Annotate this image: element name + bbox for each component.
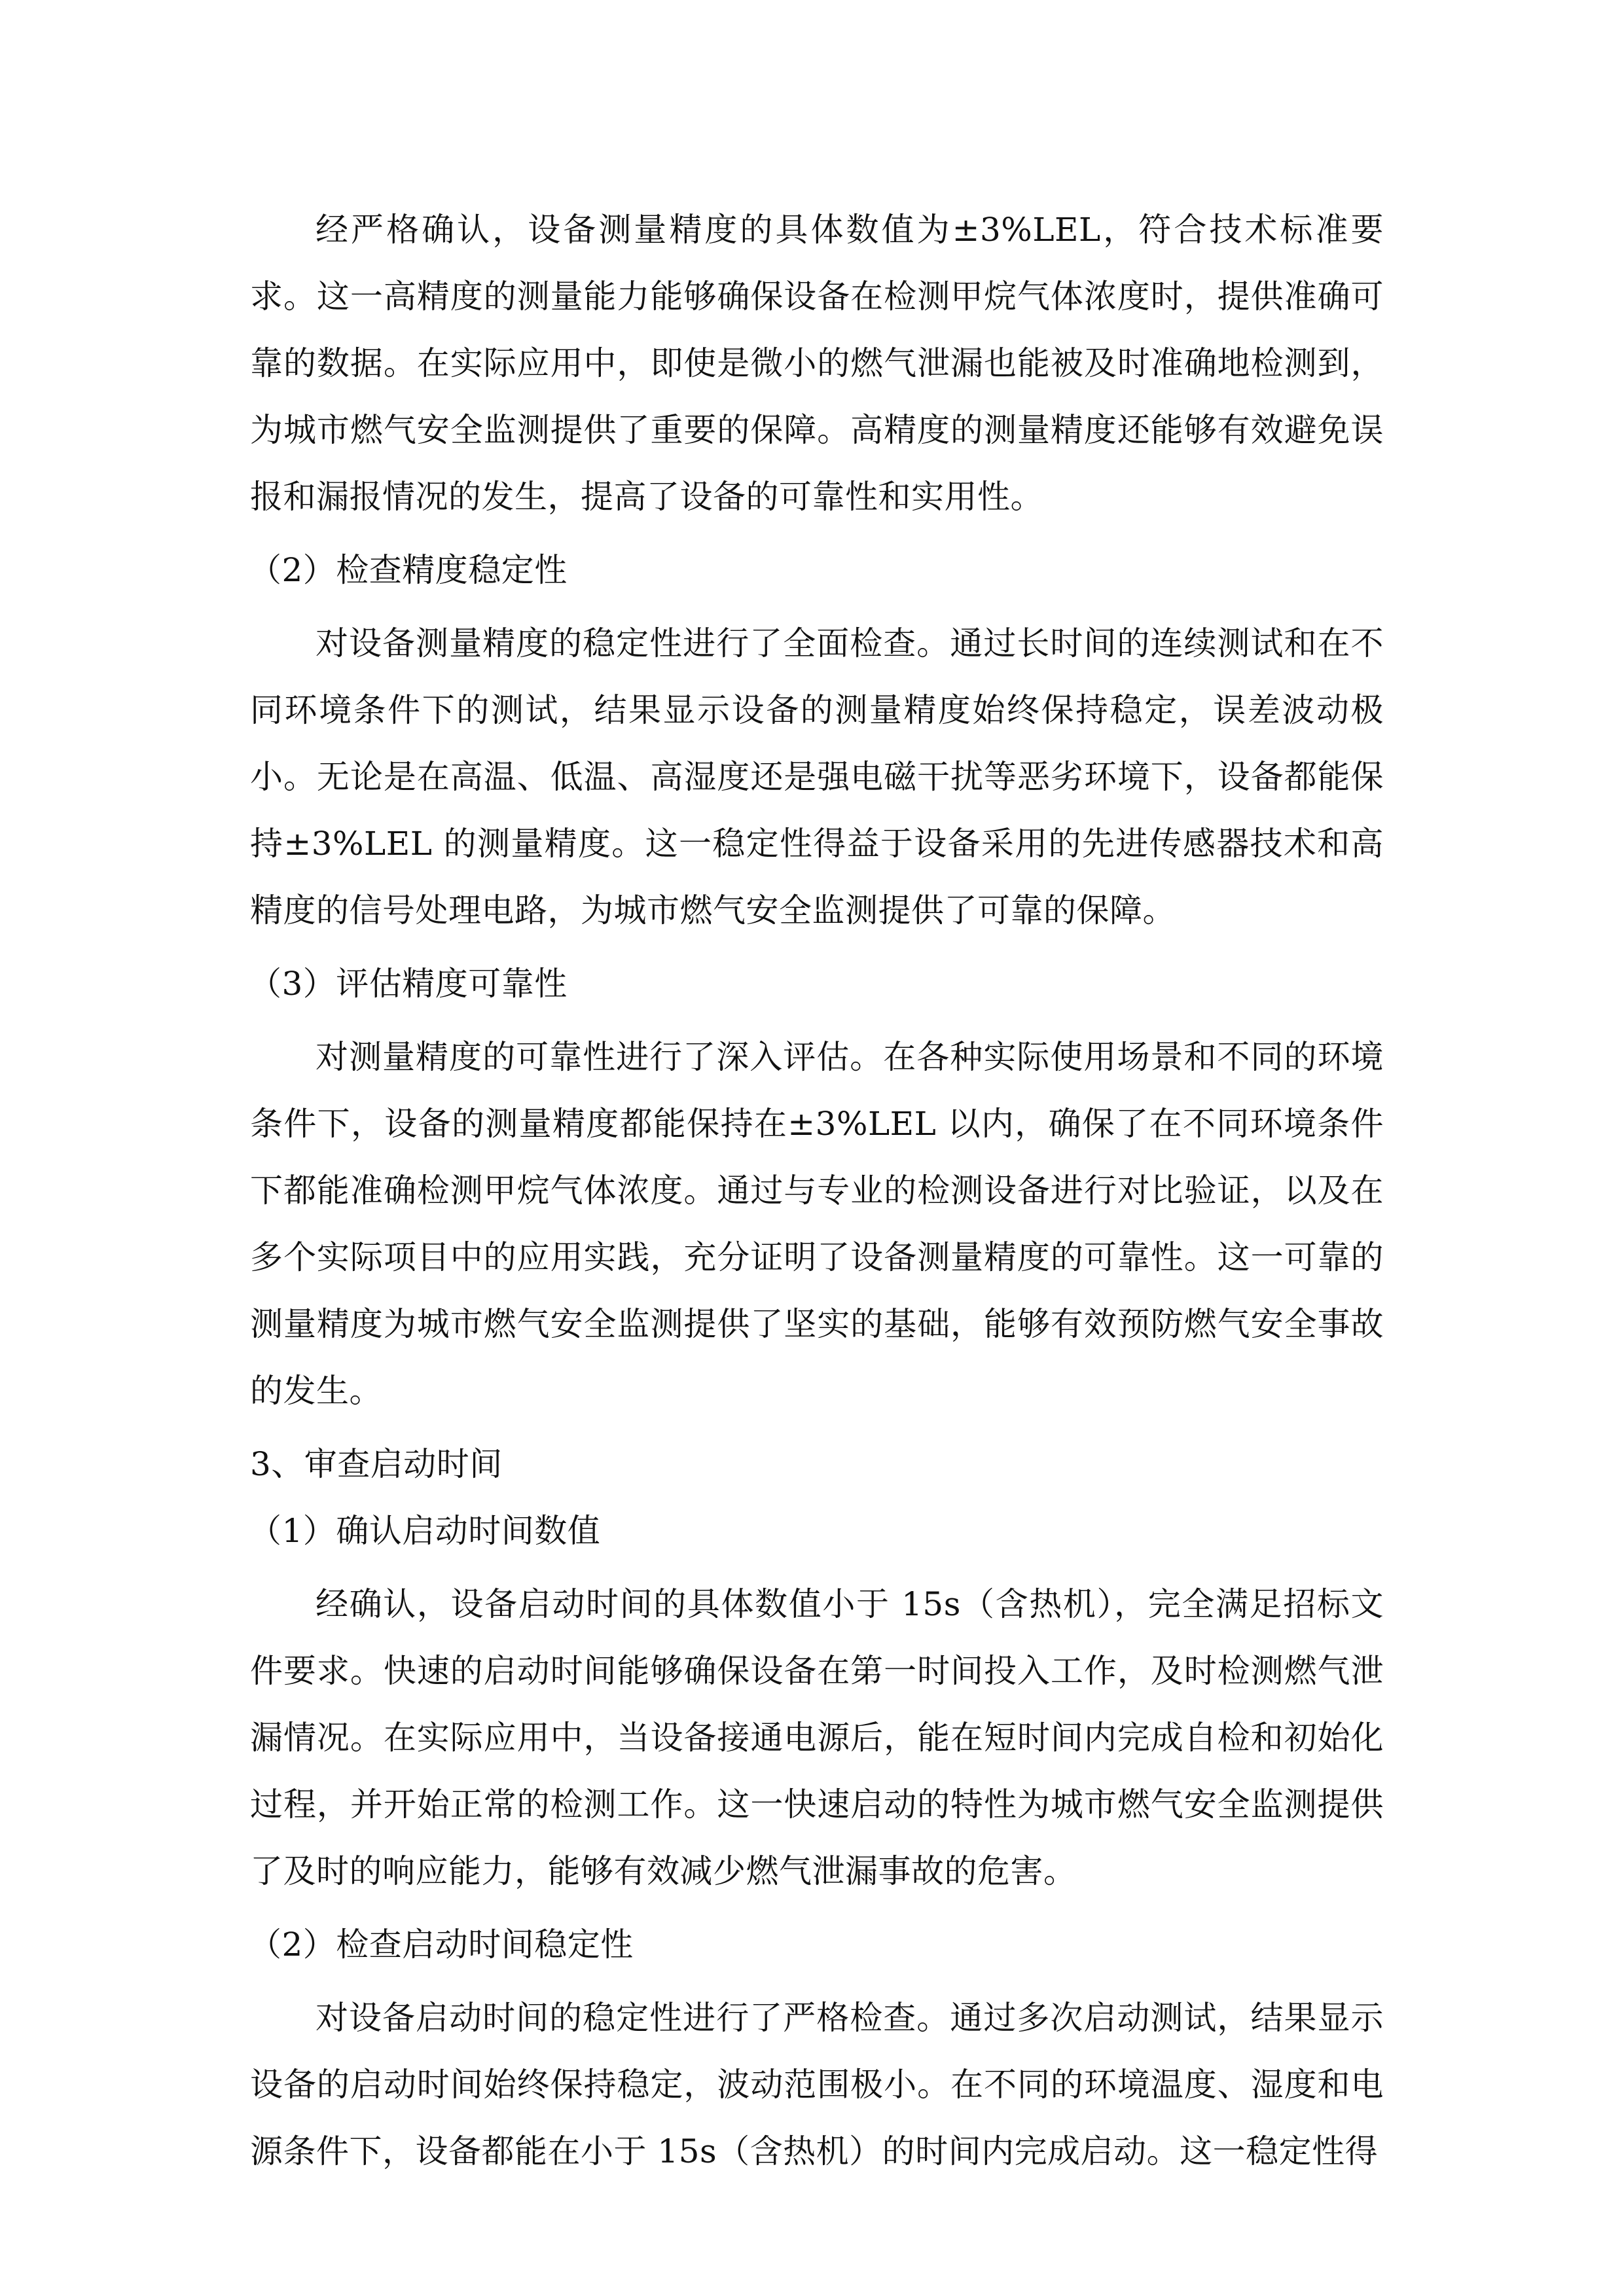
paragraph-accuracy-stability: 对设备测量精度的稳定性进行了全面检查。通过长时间的连续测试和在不同环境条件下的测试，结果显示设备的测量精度始终保持稳定，误差波动极小。无论是在高温、低温、高湿度还是强电磁干扰等恶劣环境下，设备都能保持±3%LEL 的测量精度。这一稳定性得益于设备采用的先进传感器技术和高精度的信号处理电路，为城市燃气安全监测提供了可靠的保障。 <box>250 624 1384 929</box>
paragraph-startup-stability: 对设备启动时间的稳定性进行了严格检查。通过多次启动测试，结果显示设备的启动时间始终保持稳定，波动范围极小。在不同的环境温度、湿度和电源条件下，设备都能在小于 15s（含热机）的时间内完成启动。这一稳定性得 <box>250 1999 1384 2170</box>
subheading-startup-stability: （2）检查启动时间稳定性 <box>249 1926 634 1964</box>
paragraph-accuracy-reliability: 对测量精度的可靠性进行了深入评估。在各种实际使用场景和不同的环境条件下，设备的测量精度都能保持在±3%LEL 以内，确保了在不同环境条件下都能准确检测甲烷气体浓度。通过与专业的检测设备进行对比验证，以及在多个实际项目中的应用实践，充分证明了设备测量精度的可靠性。这一可靠的测量精度为城市燃气安全监测提供了坚实的基础，能够有效预防燃气安全事故的发生。 <box>250 1038 1384 1410</box>
subheading-startup-value: （1）确认启动时间数值 <box>249 1512 601 1550</box>
subheading-accuracy-stability: （2）检查精度稳定性 <box>249 551 568 589</box>
paragraph-measurement-accuracy: 经严格确认，设备测量精度的具体数值为±3%LEL，符合技术标准要求。这一高精度的测量能力能够确保设备在检测甲烷气体浓度时，提供准确可靠的数据。在实际应用中，即使是微小的燃气泄漏也能被及时准确地检测到，为城市燃气安全监测提供了重要的保障。高精度的测量精度还能够有效避免误报和漏报情况的发生，提高了设备的可靠性和实用性。 <box>250 211 1384 516</box>
paragraph-startup-value: 经确认，设备启动时间的具体数值小于 15s（含热机），完全满足招标文件要求。快速的启动时间能够确保设备在第一时间投入工作，及时检测燃气泄漏情况。在实际应用中，当设备接通电源后，能在短时间内完成自检和初始化过程，并开始正常的检测工作。这一快速启动的特性为城市燃气安全监测提供了及时的响应能力，能够有效减少燃气泄漏事故的危害。 <box>250 1585 1384 1890</box>
subheading-accuracy-reliability: （3）评估精度可靠性 <box>249 965 568 1003</box>
section-heading-startup-time: 3、审查启动时间 <box>250 1445 503 1483</box>
document-body <box>250 196 1384 2185</box>
